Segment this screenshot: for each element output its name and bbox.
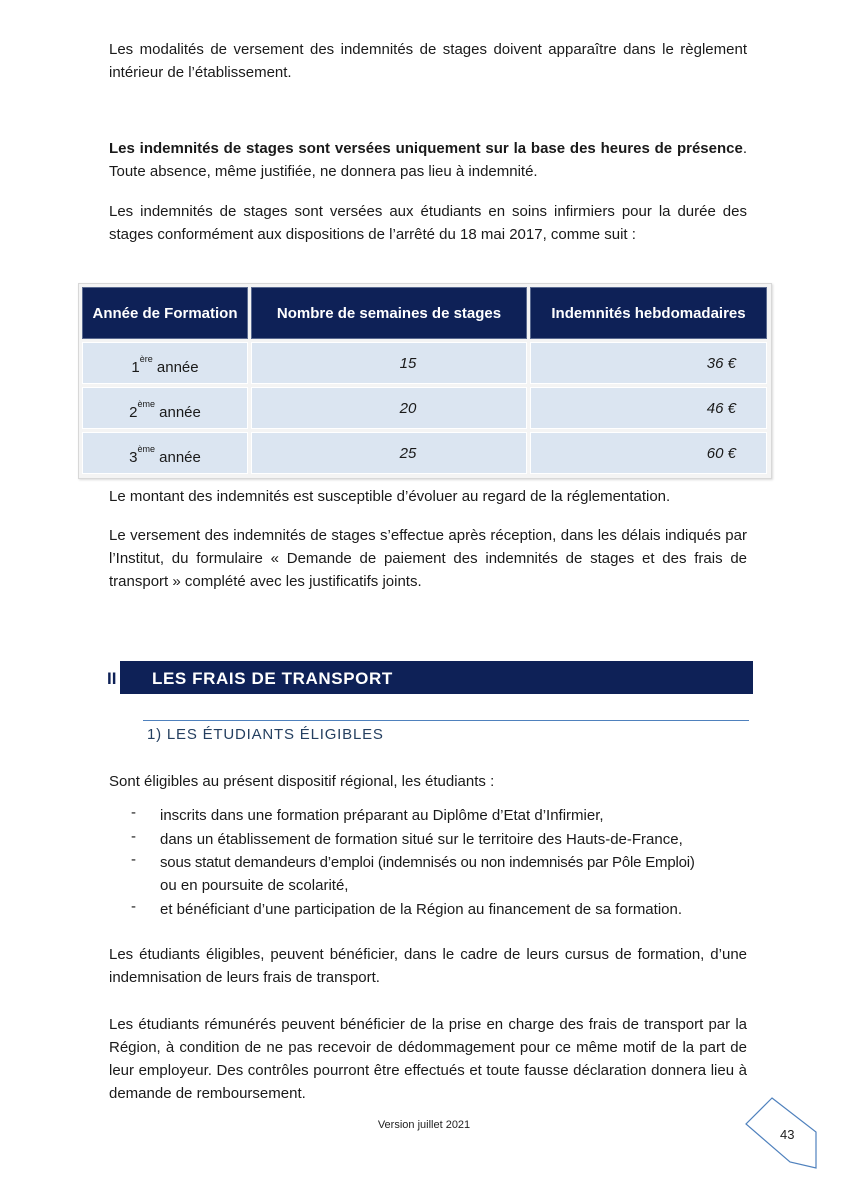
section-number: II bbox=[107, 669, 117, 688]
list-item: dans un établissement de formation situé sur le territoire des Hauts-de-France, bbox=[160, 831, 683, 848]
table-row-2-weeks: 20 bbox=[251, 387, 527, 429]
table-row-3-amount: 60 € bbox=[530, 432, 767, 474]
table-header-year: Année de Formation bbox=[82, 287, 248, 339]
table-row-1-amount: 36 € bbox=[530, 342, 767, 384]
year-suffix: ère bbox=[139, 354, 153, 364]
table-row-3-year bbox=[82, 432, 248, 474]
paragraph-etudiants-eligibles: Les étudiants éligibles, peuvent bénéficier, dans le cadre de leurs cursus de formation, d’une indemnisation de leurs frais de transport. bbox=[109, 946, 747, 986]
section-title: LES FRAIS DE TRANSPORT bbox=[152, 669, 393, 688]
table-row-2-amount: 46 € bbox=[530, 387, 767, 429]
bullet-marker: - bbox=[131, 804, 136, 821]
year-word: année bbox=[159, 403, 201, 421]
year-suffix: ème bbox=[137, 399, 155, 409]
bullet-marker: - bbox=[131, 828, 136, 845]
table-row-2-year bbox=[82, 387, 248, 429]
bullet-marker: - bbox=[131, 898, 136, 915]
paragraph-eligibles-intro: Sont éligibles au présent dispositif régional, les étudiants : bbox=[109, 773, 495, 790]
table-header-weeks: Nombre de semaines de stages bbox=[251, 287, 527, 339]
bullet-marker: - bbox=[131, 851, 136, 868]
subsection-title: 1) LES ÉTUDIANTS ÉLIGIBLES bbox=[147, 726, 384, 743]
paragraph-modalites: Les modalités de versement des indemnités de stages doivent apparaître dans le règlement intérieur de l’établissement. bbox=[109, 41, 747, 81]
paragraph-versement: Le versement des indemnités de stages s’effectue après réception, dans les délais indiqués par l’Institut, du formulaire « Demande de paiement des indemnités de stages et des frais de transport » complété avec les justificatifs joints. bbox=[109, 527, 747, 590]
year-word: année bbox=[156, 358, 199, 376]
page-number: 43 bbox=[780, 1127, 795, 1142]
list-item: sous statut demandeurs d’emploi (indemnisés ou non indemnisés par Pôle Emploi) bbox=[160, 854, 695, 871]
list-item: et bénéficiant d’une participation de la Région au financement de sa formation. bbox=[160, 901, 683, 918]
year-number: 2 bbox=[129, 403, 138, 421]
indemnity-table bbox=[78, 283, 772, 479]
paragraph-etudiants-remuneres: Les étudiants rémunérés peuvent bénéficier de la prise en charge des frais de transport par la Région, à condition de ne pas recevoir de dédommagement pour ce même motif de la part de leur employeur. Des contrôles pourront être effectués et toute fausse déclaration donnera lieu à demande de remboursement. bbox=[109, 1016, 747, 1102]
paragraph-montant: Le montant des indemnités est susceptible d’évoluer au regard de la réglementation. bbox=[109, 488, 671, 505]
footer-version: Version juillet 2021 bbox=[377, 1119, 471, 1131]
year-word: année bbox=[159, 448, 201, 466]
subsection-rule bbox=[143, 720, 749, 721]
year-suffix: ème bbox=[137, 444, 155, 454]
table-row-1-weeks: 15 bbox=[251, 342, 527, 384]
list-item: inscrits dans une formation préparant au Diplôme d’Etat d’Infirmier, bbox=[160, 807, 604, 824]
paragraph-presence-rest: . Toute absence, même justifiée, ne donnera pas lieu à indemnité. bbox=[109, 140, 747, 180]
table-header-amount: Indemnités hebdomadaires bbox=[530, 287, 767, 339]
year-number: 3 bbox=[129, 448, 138, 466]
paragraph-presence-bold: Les indemnités de stages sont versées uniquement sur la base des heures de présence bbox=[109, 140, 743, 157]
table-row-3-weeks: 25 bbox=[251, 432, 527, 474]
paragraph-presence bbox=[109, 137, 747, 183]
paragraph-arrete: Les indemnités de stages sont versées aux étudiants en soins infirmiers pour la durée des stages conformément aux dispositions de l’arrêté du 18 mai 2017, comme suit : bbox=[109, 203, 747, 243]
year-number: 1 bbox=[131, 358, 140, 376]
list-item-continuation: ou en poursuite de scolarité, bbox=[160, 877, 349, 894]
table-row-1-year bbox=[82, 342, 248, 384]
